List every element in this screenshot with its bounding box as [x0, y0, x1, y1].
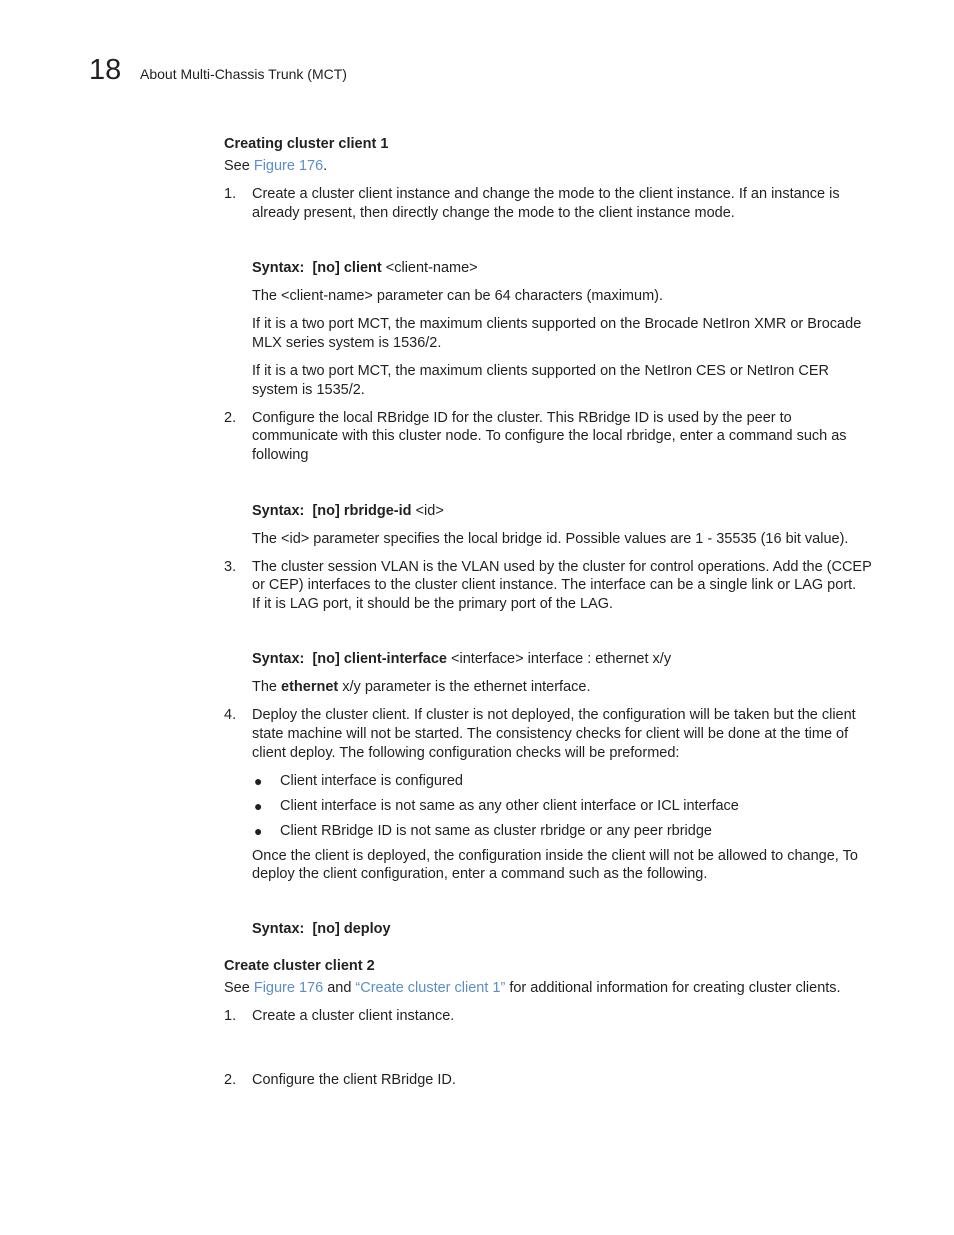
- bullet-icon: ●: [254, 823, 263, 839]
- syntax-client-interface: [252, 650, 671, 669]
- step-number: 4.: [224, 707, 237, 723]
- ethernet-keyword: ethernet: [281, 679, 339, 695]
- deploy-note-line1: Once the client is deployed, the configuration inside the client will not be allowed to change, To: [252, 848, 858, 864]
- step4-text-line1: Deploy the cluster client. If cluster is not deployed, the configuration will be taken but the client: [252, 707, 856, 723]
- syntax-argument: <client-name>: [385, 260, 478, 276]
- see-figure-line: [224, 157, 327, 176]
- chapter-number: 18: [89, 54, 122, 86]
- syntax-label: Syntax:: [252, 651, 305, 667]
- syntax-argument: <interface> interface : ethernet x/y: [451, 651, 672, 667]
- bullet-item: Client RBridge ID is not same as cluster rbridge or any peer rbridge: [280, 823, 712, 839]
- syntax-label: Syntax:: [252, 921, 305, 937]
- section-heading-client1: Creating cluster client 1: [224, 136, 389, 152]
- ethernet-param-text: [252, 678, 591, 697]
- see-prefix: See: [224, 980, 254, 996]
- xmr-limit-line1: If it is a two port MCT, the maximum clients supported on the Brocade NetIron XMR or Brocade: [252, 316, 862, 332]
- chapter-title: About Multi-Chassis Trunk (MCT): [140, 66, 347, 82]
- step-number: 2.: [224, 410, 237, 426]
- step3-text-line1: The cluster session VLAN is the VLAN used by the cluster for control operations. Add the (CCEP: [252, 559, 872, 575]
- step-number: 2.: [224, 1072, 237, 1088]
- step2-text-line3: following: [252, 447, 309, 463]
- bullet-item: Client interface is not same as any other client interface or ICL interface: [280, 798, 739, 814]
- step4-text-line3: client deploy. The following configuration checks will be preformed:: [252, 745, 680, 761]
- syntax-deploy: [252, 920, 391, 939]
- text-fragment: x/y parameter is the ethernet interface.: [338, 679, 591, 695]
- id-param-text: The <id> parameter specifies the local bridge id. Possible values are 1 - 35535 (16 bit value).: [252, 531, 849, 547]
- syntax-command: [no] rbridge-id: [312, 503, 412, 519]
- syntax-client: [252, 259, 478, 278]
- step4-text-line2: state machine will not be started. The consistency checks for client will be done at the time of: [252, 726, 849, 742]
- bullet-icon: ●: [254, 773, 263, 789]
- step2-text-line2: communicate with this cluster node. To configure the local rbridge, enter a command such as: [252, 428, 847, 444]
- syntax-command: [no] client-interface: [312, 651, 447, 667]
- section-heading-client2: Create cluster client 2: [224, 958, 375, 974]
- text-fragment: The: [252, 679, 282, 695]
- see-prefix: See: [224, 158, 254, 174]
- client-name-param-text: The <client-name> parameter can be 64 characters (maximum).: [252, 288, 664, 304]
- client2-step1-text: Create a cluster client instance.: [252, 1008, 455, 1024]
- bullet-item: Client interface is configured: [280, 773, 463, 789]
- deploy-note-line2: deploy the client configuration, enter a command such as the following.: [252, 866, 708, 882]
- see-figure-line-2: [224, 979, 841, 998]
- step-number: 1.: [224, 186, 237, 202]
- figure-176-link[interactable]: Figure 176: [253, 158, 324, 174]
- create-cluster-client-1-link[interactable]: “Create cluster client 1”: [355, 980, 506, 996]
- syntax-argument: <id>: [415, 503, 444, 519]
- syntax-command: [no] client: [312, 260, 382, 276]
- see-suffix: .: [323, 158, 328, 174]
- step-number: 3.: [224, 559, 237, 575]
- syntax-label: Syntax:: [252, 503, 305, 519]
- xmr-limit-line2: MLX series system is 1536/2.: [252, 335, 442, 351]
- bullet-icon: ●: [254, 798, 263, 814]
- ces-limit-line2: system is 1535/2.: [252, 382, 365, 398]
- step1-text-line2: already present, then directly change the mode to the client instance mode.: [252, 205, 735, 221]
- step1-text-line1: Create a cluster client instance and change the mode to the client instance. If an instance is: [252, 186, 840, 202]
- syntax-rbridge-id: [252, 502, 444, 521]
- step3-text-line3: If it is LAG port, it should be the primary port of the LAG.: [252, 596, 614, 612]
- see-mid: and: [323, 980, 356, 996]
- ces-limit-line1: If it is a two port MCT, the maximum clients supported on the NetIron CES or NetIron CER: [252, 363, 829, 379]
- step2-text-line1: Configure the local RBridge ID for the cluster. This RBridge ID is used by the peer to: [252, 410, 792, 426]
- step3-text-line2: or CEP) interfaces to the cluster client instance. The interface can be a single link or LAG port.: [252, 577, 857, 593]
- syntax-label: Syntax:: [252, 260, 305, 276]
- syntax-command: [no] deploy: [312, 921, 391, 937]
- client2-step2-text: Configure the client RBridge ID.: [252, 1072, 456, 1088]
- step-number: 1.: [224, 1008, 237, 1024]
- see-suffix: for additional information for creating cluster clients.: [505, 980, 841, 996]
- figure-176-link[interactable]: Figure 176: [253, 980, 324, 996]
